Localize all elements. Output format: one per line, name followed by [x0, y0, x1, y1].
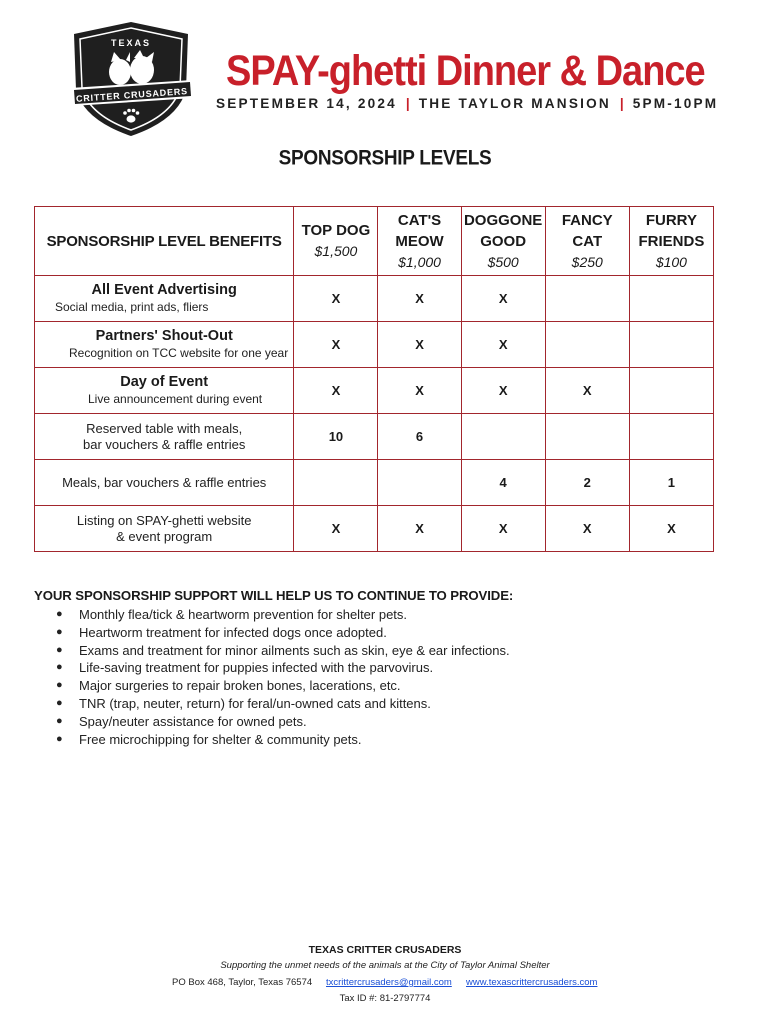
level-header — [294, 207, 378, 276]
table-row — [35, 506, 714, 552]
benefits-column-header: SPONSORSHIP LEVEL BENEFITS — [35, 207, 294, 276]
level-mark: X — [461, 368, 545, 414]
list-item-text: Major surgeries to repair broken bones, lacerations, etc. — [79, 678, 401, 694]
benefit-cell — [35, 506, 294, 552]
benefit-description: Recognition on TCC website for one year — [69, 346, 289, 360]
support-section — [34, 588, 734, 748]
list-item — [34, 606, 734, 624]
table-row — [35, 276, 714, 322]
list-item-text: Free microchipping for shelter & community pets. — [79, 731, 362, 747]
list-item — [34, 731, 734, 749]
logo-banner-text: CRITTER CRUSADERS — [75, 86, 189, 104]
footer — [0, 944, 770, 1004]
footer-address: PO Box 468, Taylor, Texas 76574 — [172, 977, 313, 988]
footer-contact-row — [0, 977, 770, 991]
level-header — [629, 207, 713, 276]
level-mark: X — [461, 506, 545, 552]
level-mark — [461, 414, 545, 460]
bullet-icon: ● — [56, 608, 63, 620]
level-mark — [378, 460, 461, 506]
list-item-text: Monthly flea/tick & heartworm prevention for shelter pets. — [79, 607, 408, 622]
level-mark: 2 — [545, 460, 629, 506]
benefit-cell — [35, 276, 294, 322]
list-item — [34, 677, 734, 695]
bullet-icon: ● — [56, 661, 63, 674]
bullet-icon: ● — [56, 714, 63, 727]
level-name: TOP DOG — [301, 222, 371, 239]
event-title: SPAY-ghetti Dinner & Dance — [226, 48, 705, 96]
website-link[interactable]: www.texascrittercrusaders.com — [466, 977, 598, 988]
benefit-description: Live announcement during event — [88, 392, 263, 406]
level-mark: X — [461, 322, 545, 368]
level-mark: 4 — [461, 460, 545, 506]
table-row — [35, 322, 714, 368]
email-link[interactable]: txcrittercrusaders@gmail.com — [326, 977, 452, 988]
footer-tax-id: Tax ID #: 81-2797774 — [339, 993, 431, 1004]
list-item-text: Exams and treatment for minor ailments such as skin, eye & ear infections. — [79, 642, 510, 658]
texas-critter-crusaders-logo — [66, 20, 196, 138]
list-item-text: Heartworm treatment for infected dogs once adopted. — [79, 624, 387, 640]
bullet-icon: ● — [56, 679, 63, 692]
level-mark — [545, 322, 629, 368]
level-mark: 1 — [629, 460, 713, 506]
level-mark: X — [461, 276, 545, 322]
list-item-text: Spay/neuter assistance for owned pets. — [79, 713, 307, 729]
table-row — [35, 460, 714, 506]
separator: | — [405, 96, 410, 111]
support-list — [34, 606, 734, 748]
level-mark — [545, 276, 629, 322]
event-details — [216, 96, 718, 111]
benefit-text: Reserved table with meals, — [86, 420, 243, 436]
benefit-cell — [35, 414, 294, 460]
list-item — [34, 695, 734, 713]
table-row — [35, 368, 714, 414]
level-name: FANCY CAT — [561, 211, 613, 250]
bullet-icon: ● — [56, 643, 63, 656]
support-heading: YOUR SPONSORSHIP SUPPORT WILL HELP US TO CONTINUE TO PROVIDE: — [34, 588, 514, 603]
benefit-cell — [35, 368, 294, 414]
level-mark: X — [545, 506, 629, 552]
benefit-description: Social media, print ads, fliers — [55, 300, 209, 314]
level-mark: X — [378, 322, 461, 368]
benefit-text: Listing on SPAY-ghetti website — [76, 512, 252, 528]
level-header — [545, 207, 629, 276]
level-price: $100 — [655, 253, 687, 270]
level-name: DOGGONE GOOD — [463, 211, 543, 250]
level-header — [378, 207, 461, 276]
level-mark — [294, 460, 378, 506]
benefit-title: Partners' Shout-Out — [95, 328, 233, 344]
footer-tagline: Supporting the unmet needs of the animals at the City of Taylor Animal Shelter — [220, 960, 550, 971]
benefit-text: Meals, bar vouchers & raffle entries — [62, 474, 267, 490]
level-mark: X — [378, 276, 461, 322]
level-mark — [629, 276, 713, 322]
event-time: 5PM-10PM — [632, 96, 719, 111]
level-name: FURRY FRIENDS — [638, 211, 705, 250]
event-venue: THE TAYLOR MANSION — [418, 96, 611, 111]
level-mark: X — [545, 368, 629, 414]
level-mark: X — [629, 506, 713, 552]
event-date: SEPTEMBER 14, 2024 — [216, 96, 397, 111]
list-item — [34, 713, 734, 731]
level-mark — [629, 368, 713, 414]
level-mark: X — [294, 506, 378, 552]
level-mark: X — [294, 276, 378, 322]
level-price: $1,000 — [398, 253, 441, 270]
list-item-text: Life-saving treatment for puppies infected with the parvovirus. — [79, 660, 434, 676]
bullet-icon: ● — [56, 625, 63, 638]
separator: | — [619, 96, 624, 111]
benefit-title: Day of Event — [120, 374, 209, 390]
level-mark: 6 — [378, 414, 461, 460]
table-header-row — [35, 207, 714, 276]
level-mark — [629, 414, 713, 460]
list-item — [34, 659, 734, 677]
level-mark: 10 — [294, 414, 378, 460]
level-mark — [629, 322, 713, 368]
level-price: $1,500 — [314, 243, 358, 259]
level-mark: X — [378, 506, 461, 552]
logo-top-text: TEXAS — [110, 38, 152, 48]
benefit-cell — [35, 322, 294, 368]
benefit-text: bar vouchers & raffle entries — [83, 436, 246, 452]
level-mark — [545, 414, 629, 460]
level-mark: X — [294, 368, 378, 414]
level-mark: X — [378, 368, 461, 414]
level-price: $250 — [571, 253, 603, 270]
sponsorship-levels-heading: SPONSORSHIP LEVELS — [278, 147, 492, 171]
list-item — [34, 624, 734, 642]
benefit-text: & event program — [116, 528, 213, 544]
level-price: $500 — [487, 253, 519, 270]
bullet-icon: ● — [56, 696, 63, 709]
list-item — [34, 642, 734, 660]
badge-logo-icon — [66, 20, 196, 138]
table-row — [35, 414, 714, 460]
list-item-text: TNR (trap, neuter, return) for feral/un-owned cats and kittens. — [79, 695, 431, 711]
footer-org-name: TEXAS CRITTER CRUSADERS — [308, 944, 462, 956]
level-mark: X — [294, 322, 378, 368]
bullet-icon: ● — [56, 732, 63, 745]
level-name: CAT'S MEOW — [395, 211, 444, 250]
benefit-cell — [35, 460, 294, 506]
benefit-title: All Event Advertising — [91, 282, 237, 298]
level-header — [461, 207, 545, 276]
sponsorship-table — [34, 206, 714, 552]
